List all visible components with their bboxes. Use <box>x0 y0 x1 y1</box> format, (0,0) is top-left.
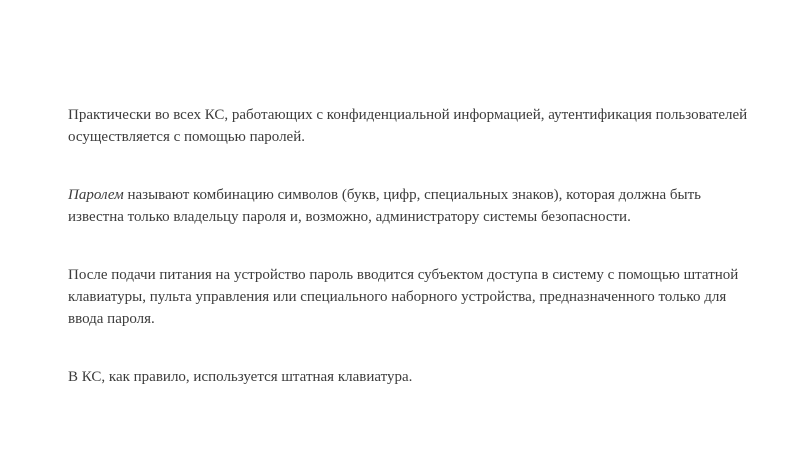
paragraph-authentication: Практически во всех КС, работающих с конфиденциальной информацией, аутентификация пользователей осуществляется с помощью паролей. <box>68 107 748 145</box>
paragraph-keyboard: В КС, как правило, используется штатная клавиатура. <box>68 369 413 385</box>
definition-text: называют комбинацию символов (букв, цифр, специальных знаков), которая должна быть известна только владельцу пароля и, возможно, администратору системы безопасности. <box>68 187 701 225</box>
paragraph-password-definition <box>68 184 748 228</box>
term-password: Паролем <box>68 187 124 203</box>
paragraph-password-entry: После подачи питания на устройство пароль вводится субъектом доступа в систему с помощью штатной клавиатуры, пульта управления или специального наборного устройства, предназначенного только для ввода пароля. <box>68 267 739 327</box>
